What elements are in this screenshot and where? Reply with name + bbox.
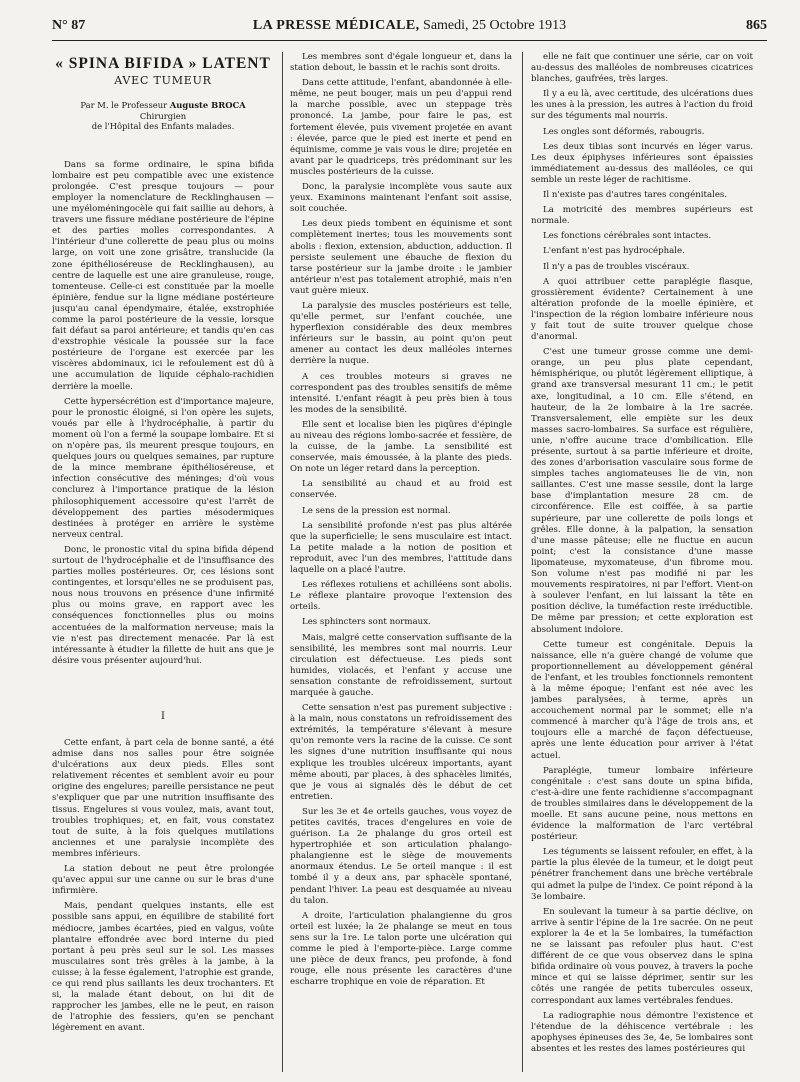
paragraph: La radiographie nous démontre l'existence et l'étendue de la déhiscence vertébrale : les apophyses épineuses des 3e, 4e, 5e lombaires sont absentes et les restes des lames postérieures qui — [531, 1010, 753, 1054]
author-line — [52, 100, 274, 111]
paragraph: L'enfant n'est pas hydrocéphale. — [543, 246, 685, 257]
paragraph: Les téguments se laissent refouler, en effet, à la partie la plus élevée de la tumeur, et le doigt peut pénétrer franchement dans une brèche vertébrale qui admet la pulpe de l'index. Ce point répond à la 3e lombaire. — [531, 847, 753, 902]
paragraph: Donc, la paralysie incomplète vous saute aux yeux. Examinons maintenant l'enfant soit assise, soit couchée. — [290, 182, 512, 215]
paragraph: La sensibilité au chaud et au froid est conservée. — [290, 479, 512, 501]
issue-date: Samedi, 25 Octobre 1913 — [419, 18, 567, 33]
paragraph: Les deux tibias sont incurvés en léger varus. Les deux épiphyses inférieures sont épaissies immédiatement au-dessus des malléoles, ce qui semble un reste léger de rachitisme. — [531, 141, 753, 185]
paragraph: C'est une tumeur grosse comme une demi-orange, un peu plus plate cependant, hémisphérique, ou plutôt légèrement elliptique, à grand axe transversal mesurant 11 cm.; le petit axe, longitudinal, a 10 cm. Elle s'étend, en hauteur, de la 2e lombaire à la 1re sacrée. Transversalement, elle empiète sur les deux masses sacro-lombaires. Sa surface est régulière, unie, n'offre aucune trace d'ombilication. Elle présente, surtout à sa partie inférieure et droite, des zones d'arborisation vasculaire sous forme de simples taches angiomateuses lie de vin, non saillantes. C'est une masse sessile, dont la large base d'implantation mesure 28 cm. de circonférence. Elle est coiffée, à sa partie supérieure, par une collerette de poils longs et grêles. Elle donne, à la palpation, la sensation d'une masse pâteuse; elle ne fluctue en aucun point; c'est la consistance d'une masse lipomateuse, myxomateuse, d'un fibrome mou. Son volume n'est pas modifié ni par les mouvements respiratoires, ni par l'effort. Vient-on à soulever l'enfant, en lui laissant la tête en position déclive, la tuméfaction reste irréductible. De même par pression; et cette exploration est absolument indolore. — [531, 347, 753, 635]
column-divider — [522, 52, 523, 1072]
author-role: Chirurgien — [139, 110, 187, 121]
header-rule — [52, 40, 767, 41]
author-block — [52, 100, 274, 132]
paragraph: Elle sent et localise bien les piqûres d'épingle au niveau des régions lombo-sacrée et fessière, de la cuisse, de la jambe. La sensibilité est conservée, mais émoussée, à la plante des pieds. On note un léger retard dans la perception. — [290, 419, 512, 475]
issue-number: N° 87 — [52, 18, 86, 33]
paragraph: Les deux pieds tombent en équinisme et sont complètement inertes; tous les mouvements sont abolis : flexion, extension, abduction, adduction. Il persiste seulement une ébauche de flexion du tarse postérieur sur la jambe droite : le jambier antérieur n'est pas totalement atrophié, mais n'en vaut guère mieux. — [290, 219, 512, 296]
paragraph: Il n'y a pas de troubles viscéraux. — [543, 261, 690, 272]
paragraph: Les fonctions cérébrales sont intactes. — [543, 231, 712, 242]
journal-name: LA PRESSE MÉDICALE, — [252, 18, 420, 33]
column-divider — [282, 52, 283, 1072]
paragraph: elle ne fait que continuer une série, car on voit au-dessus des malléoles de nombreuses cicatrices blanches, gaufrées, très larges. — [531, 52, 753, 85]
paragraph: Les membres sont d'égale longueur et, dans la station debout, le bassin et le rachis sont droits. — [290, 52, 512, 74]
paragraph: Cette sensation n'est pas purement subjective : à la main, nous constatons un refroidissement des extrémités, la température s'élevant à mesure qu'on remonte vers la racine de la cuisse. Ce sont les signes d'une nutrition insuffisante qui nous explique les troubles ulcéreux importants, ayant même abouti, par places, à des sphacèles limités, que je vous ai signalés dès le début de cet entretien. — [290, 703, 512, 802]
column-1 — [52, 52, 274, 1077]
paragraph: La sensibilité profonde n'est pas plus altérée que la superficielle; le sens musculaire est intact. La petite malade a la notion de position et reproduit, avec l'un des membres, l'attitude dans laquelle on a placé l'autre. — [290, 520, 512, 576]
author-name: Auguste BROCA — [169, 100, 246, 111]
paragraph: Paraplégie, tumeur lombaire inférieure congénitale : c'est sans doute un spina bifida, c'est-à-dire une fente rachidienne s'accompagnant de troubles similaires dans le développement de la moelle. Et sans aucune peine, nous mettons en évidence la malformation de l'arc vertébral postérieur. — [531, 765, 753, 843]
author-affiliation: de l'Hôpital des Enfants malades. — [91, 121, 235, 132]
page-number: 865 — [746, 18, 767, 33]
paragraph: Mais, malgré cette conservation suffisante de la sensibilité, les membres sont mal nourris. Leur circulation est défectueuse. Les pieds sont humides, violacés, et l'enfant y accuse une sensation constante de refroidissement, surtout marquée à gauche. — [290, 632, 512, 698]
paragraph: Mais, pendant quelques instants, elle est possible sans appui, en équilibre de stabilité fort médiocre, jambes écartées, pied en valgus, voûte plantaire effondrée avec bord interne du pied portant à peu près seul sur le sol. Les masses musculaires sont très grêles à la jambe, à la cuisse; à la fesse également, l'atrophie est grande, ce qui rend plus saillants les deux trochanters. Et si, la malade étant debout, on lui dit de rapprocher les jambes, elle ne le peut, en raison de l'atrophie des fessiers, qu'en se penchant légèrement en avant. — [52, 901, 274, 1034]
article-title: « SPINA BIFIDA » LATENT — [55, 55, 271, 72]
column-2 — [290, 52, 512, 1077]
paragraph: Cette tumeur est congénitale. Depuis la naissance, elle n'a guère changé de volume que proportionnellement au développement général de l'enfant, et les troubles fonctionnels remontent à la même époque; l'enfant est née avec les jambes paralysées, à terme, après un accouchement normal par le sommet; elle n'a commencé à marcher qu'à l'âge de trois ans, et toujours elle a marché de façon défectueuse, après une lente éducation pour arriver à l'état actuel. — [531, 639, 753, 761]
running-header — [52, 18, 767, 38]
paragraph: La motricité des membres supérieurs est normale. — [531, 205, 753, 227]
section-heading: I — [161, 710, 165, 722]
paragraph: A droite, l'articulation phalangienne du gros orteil est luxée; la 2e phalange se meut en tous sens sur la 1re. Le talon porte une ulcération qui comme le pied à l'emporte-pièce. Large comme une pièce de deux francs, peu profonde, à fond rouge, elle nous présente les caractères d'une escharre trophique en voie de réparation. Et — [290, 910, 512, 988]
paragraph: La station debout ne peut être prolongée qu'avec appui sur une canne ou sur le bras d'une infirmière. — [52, 864, 274, 897]
paragraph: Dans cette attitude, l'enfant, abandonnée à elle-même, ne peut bouger, mais un peu d'appui rend la marche possible, avec un steppage très prononcé. La jambe, pour faire le pas, est fortement élevée, puis vivement projetée en avant : élevée, parce que le pied est inerte et pend en équinisme, comme je vais vous le dire; projetée en avant par le quadriceps, très prédominant sur les muscles postérieurs de la cuisse. — [290, 78, 512, 177]
paragraph: Les sphincters sont normaux. — [302, 617, 431, 628]
paragraph: Sur les 3e et 4e orteils gauches, vous voyez de petites cavités, traces d'engelures en voie de guérison. La 2e phalange du gros orteil est hypertrophiée et son articulation phalango-phalangienne est le siège de mouvements anormaux étendus. Le 5e orteil manque : il est tombé il y a deux ans, par sphacèle spontané, pendant l'hiver. La peau est desquamée au niveau du talon. — [290, 806, 512, 906]
paragraph: En soulevant la tumeur à sa partie déclive, on arrive à sentir l'épine de la 1re sacrée. On ne peut explorer la 4e et la 5e lombaires, la tuméfaction ne se laissant pas refouler plus haut. C'est différent de ce que vous observez dans le spina bifida ordinaire où vous pouvez, à travers la poche mince et qui se laisse déprimer, sentir sur les côtés une rangée de petits tubercules osseux, correspondant aux lames vertébrales fendues. — [531, 906, 753, 1006]
paragraph: Cette hypersécrétion est d'importance majeure, pour le pronostic éloigné, si l'on opère les sujets, voués par elle à l'hydrocéphalie, à partir du moment où l'on a fermé la soupape lombaire. Et si on n'opère pas, ils meurent presque toujours, en quelques jours ou quelques semaines, par rupture de la mince membrane épithélioséreuse, et infection consécutive des méninges; d'où vous conclurez à l'importance pratique de la lésion philosophiquement accessoire qu'est l'arrêt de développement des parties mésodermiques destinées à protéger en arrière le système nerveux central. — [52, 396, 274, 540]
paragraph: A ces troubles moteurs si graves ne correspondent pas des troubles sensitifs de même intensité. L'enfant réagit à peu près bien à tous les modes de la sensibilité. — [290, 371, 512, 415]
paragraph: Les réflexes rotuliens et achilléens sont abolis. Le réflexe plantaire provoque l'extension des orteils. — [290, 580, 512, 613]
paragraph: Il y a eu là, avec certitude, des ulcérations dues les unes à la pression, les autres à l'action du froid sur des téguments mal nourris. — [531, 89, 753, 122]
article-subtitle: AVEC TUMEUR — [114, 74, 212, 88]
author-prefix: Par M. le Professeur — [80, 100, 170, 111]
paragraph: Dans sa forme ordinaire, le spina bifida lombaire est peu compatible avec une existence prolongée. C'est presque toujours — pour employer la nomenclature de Recklinghausen — une myéloméningocèle qui fait saillie au dehors, à travers une fissure médiane postérieure de l'épine et des parties molles correspondantes. A l'intérieur d'une collerette de peau plus ou moins large, on voit une zone grisâtre, translucide (la zone épithélioséreuse de Recklinghausen), au centre de laquelle est une aire granuleuse, rouge, tomenteuse. Celle-ci est constituée par la moelle épinière, fendue sur la ligne médiane postérieure jusqu'au canal épendymaire, étalée, exstrophiée comme la paroi postérieure de la vessie, lorsque fait défaut sa paroi antérieure; et tandis qu'en cas d'exstrophie vésicale la poussée sur la face postérieure de l'organe est exercée par les viscères abdominaux, ici le refoulement est dû à une accumulation de liquide céphalo-rachidien derrière la moelle. — [52, 159, 274, 392]
paragraph: La paralysie des muscles postérieurs est telle, qu'elle permet, sur l'enfant couchée, une hyperflexion considérable des deux membres inférieurs sur le bassin, au point qu'on peut amener au contact les deux malléoles internes derrière la nuque. — [290, 300, 512, 367]
paragraph: Cette enfant, à part cela de bonne santé, a été admise dans nos salles pour être soignée d'ulcérations aux deux pieds. Elles sont relativement récentes et semblent avoir eu pour origine des engelures; pareille persistance ne peut s'expliquer que par une nutrition insuffisante des tissus. Engelures si vous voulez, mais, avant tout, troubles trophiques; et, en fait, vous constatez tout de suite, à la fois quelques mutilations anciennes et une paralysie incomplète des membres inférieurs. — [52, 738, 274, 859]
paragraph: A quoi attribuer cette paraplégie flasque, grossièrement évidente? Certainement à une altération profonde de la moelle épinière, et l'inspection de la région lombaire inférieure nous y fait tout de suite trouver quelque chose d'anormal. — [531, 276, 753, 343]
paragraph: Les ongles sont déformés, rabougris. — [543, 126, 705, 137]
paragraph: Le sens de la pression est normal. — [302, 505, 451, 516]
paragraph: Donc, le pronostic vital du spina bifida dépend surtout de l'hydrocéphalie et de l'insuffisance des parties molles postérieures. Or, ces lésions sont contingentes, et lorsqu'elles ne se produisent pas, nous nous trouvons en présence d'une infirmité plus ou moins grave, en rapport avec les conséquences fonctionnelles plus ou moins accentuées de la malformation nerveuse; mais la vie n'est pas directement menacée. Par là est intéressante à étudier la fillette de huit ans que je désire vous présenter aujourd'hui. — [52, 544, 274, 666]
paragraph: Il n'existe pas d'autres tares congénitales. — [543, 190, 728, 201]
column-3 — [531, 52, 753, 1077]
journal-title — [52, 18, 767, 34]
